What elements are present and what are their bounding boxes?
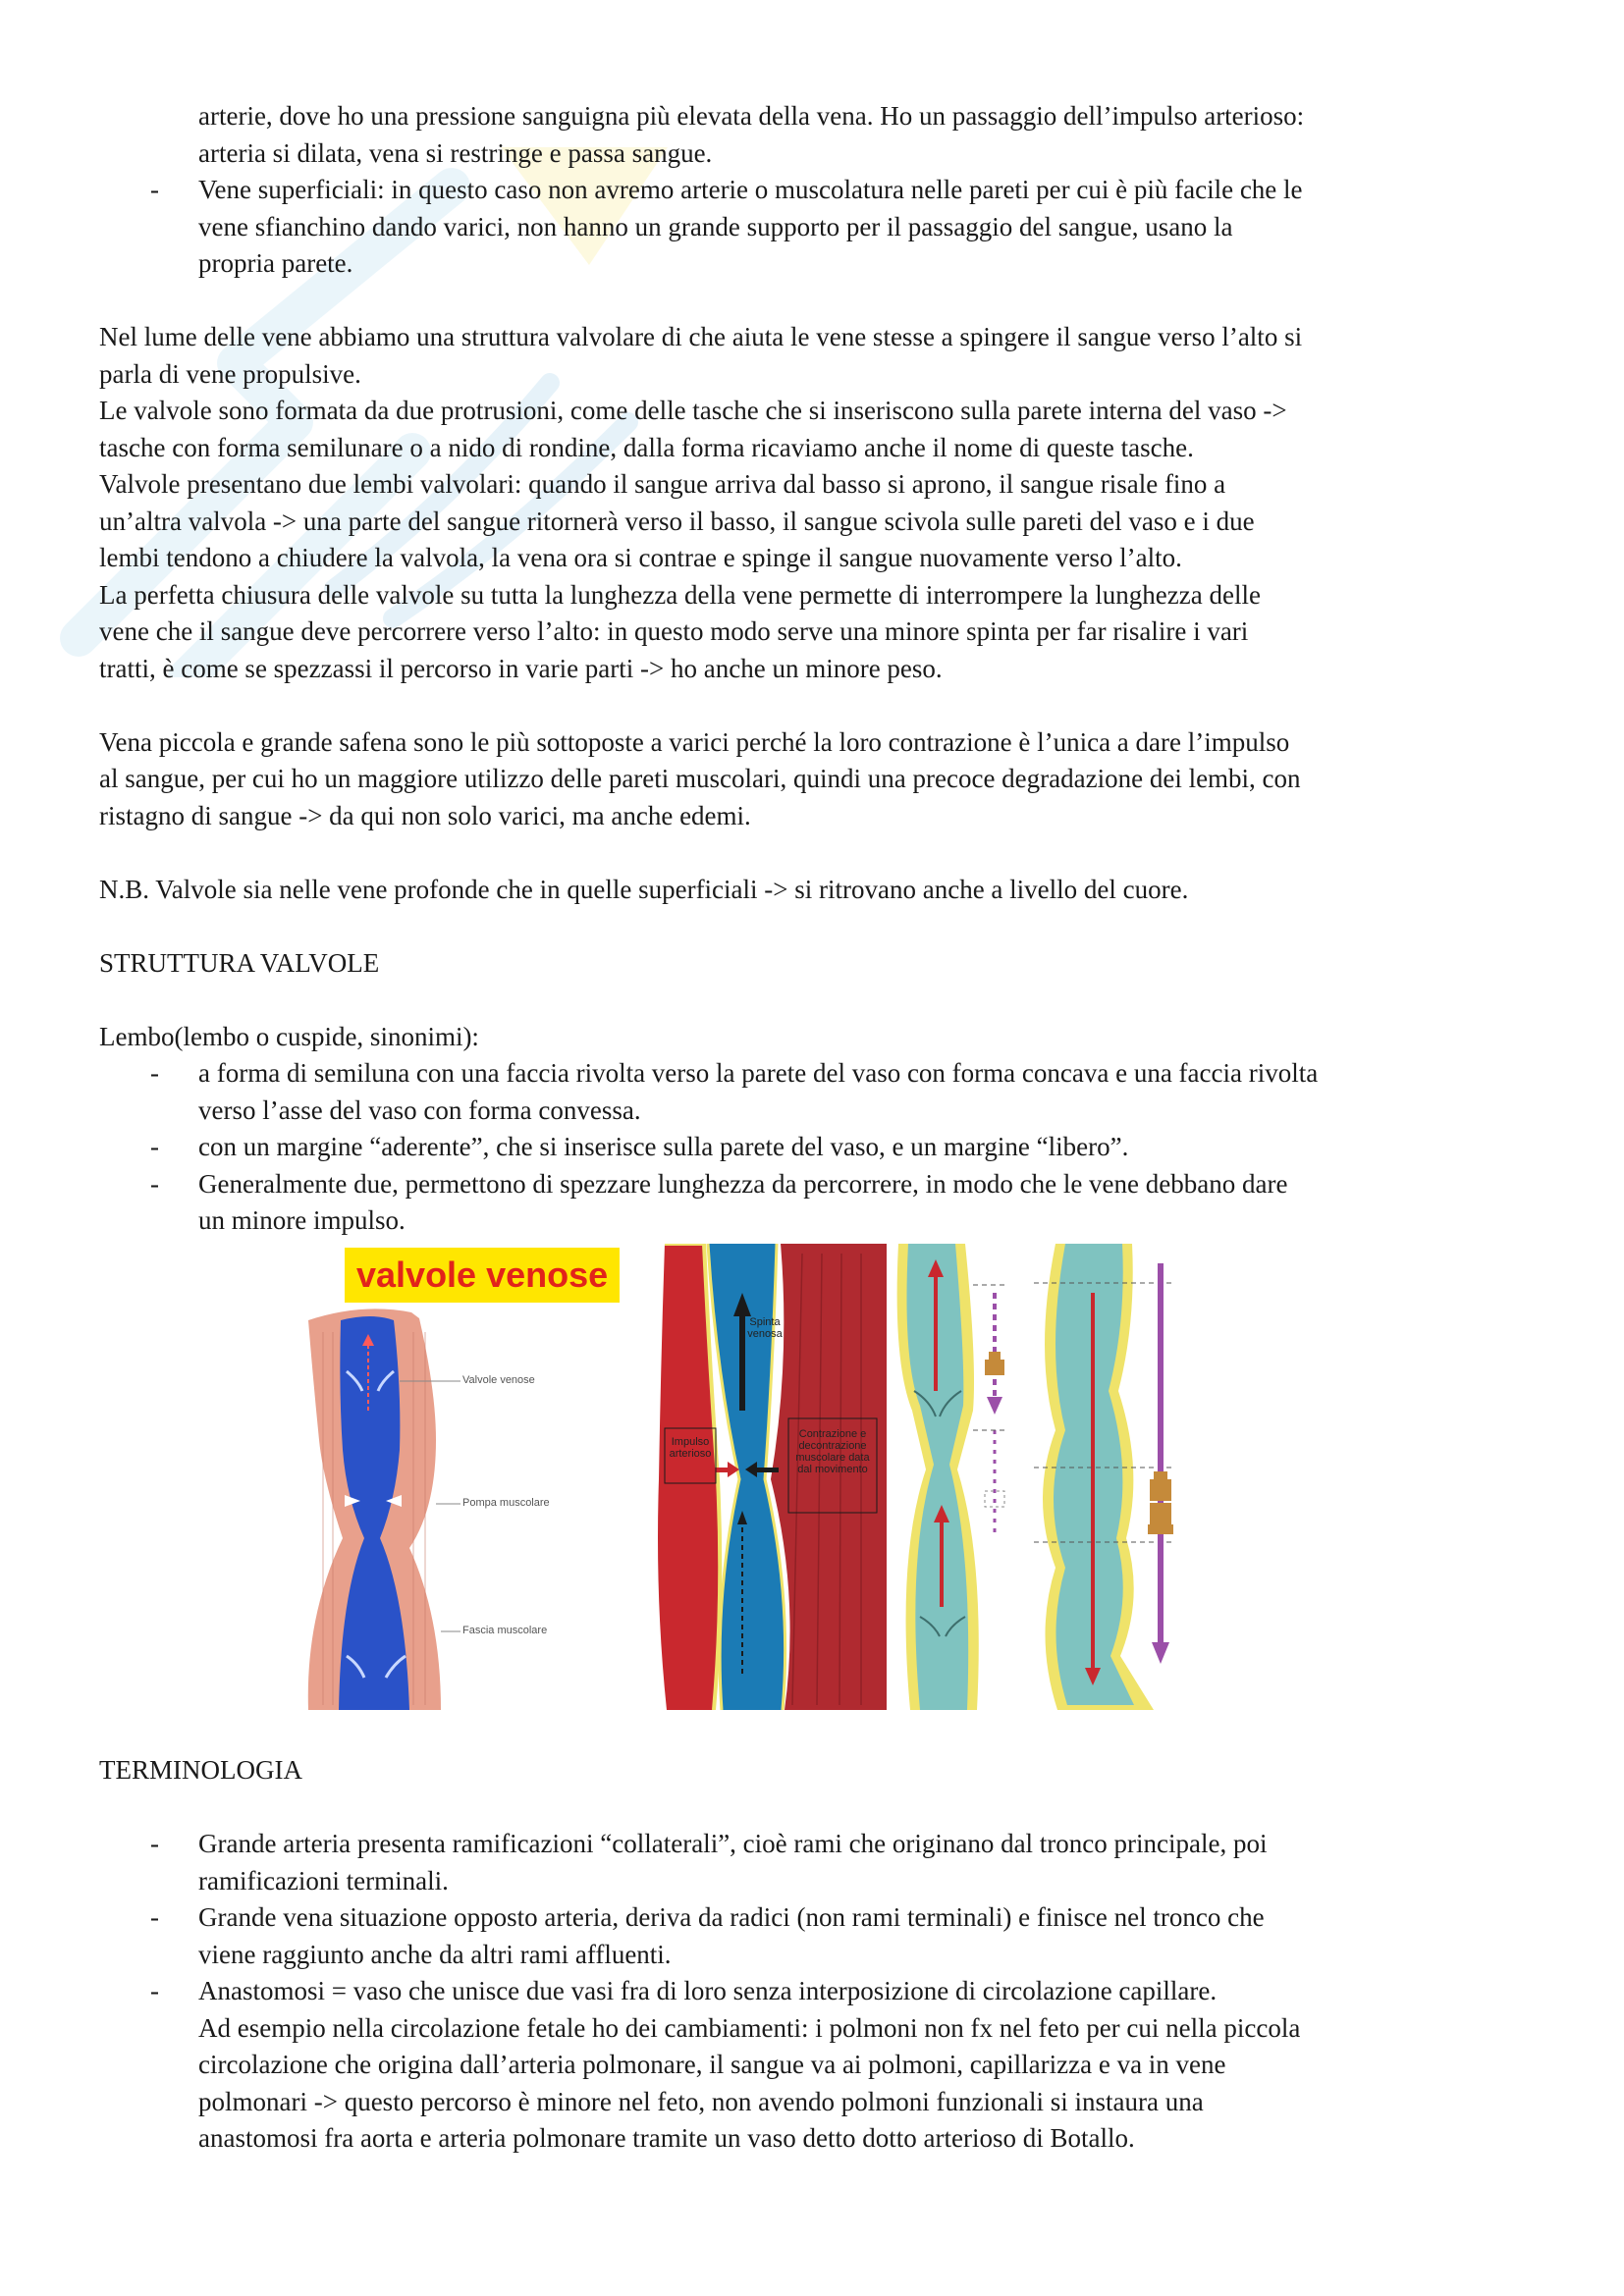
text-line: Vena piccola e grande safena sono le più sottoposte a varici perché la loro contrazione è l’unica a dare l’impulso	[99, 726, 1290, 757]
text-line: tratti, è come se spezzassi il percorso in varie parti -> ho anche un minore peso.	[99, 653, 943, 683]
lembo-intro: Lembo(lembo o cuspide, sinonimi):	[99, 1021, 479, 1051]
list-item	[99, 1899, 1533, 1973]
text-line: parla di vene propulsive.	[99, 358, 361, 389]
text-line: al sangue, per cui ho un maggiore utilizzo delle pareti muscolari, quindi una precoce degradazione dei lembi, con	[99, 764, 1301, 793]
list-item-vene-superficiali	[99, 172, 1533, 283]
list-item	[99, 1129, 1533, 1166]
document-page	[99, 98, 1533, 2158]
label-valvole-venose: Valvole venose	[462, 1373, 535, 1386]
diagram-pompa-muscolare	[645, 1244, 887, 1710]
muscle-pump-diagram	[645, 1244, 887, 1710]
text-line: Grande arteria presenta ramificazioni “collaterali”, cioè rami che originano dal tronco principale, poi	[198, 1829, 1268, 1858]
label-fascia-muscolare: Fascia muscolare	[462, 1624, 548, 1636]
label-spinta-venosa: Spinta venosa	[747, 1315, 783, 1340]
text-line: circolazione che origina dall’arteria polmonare, il sangue va ai polmoni, capillarizza e va in vene	[198, 2050, 1226, 2079]
text-line: Generalmente due, permettono di spezzare lunghezza da percorrere, in modo che le vene debbano dare	[198, 1168, 1288, 1199]
bullet-dash: -	[150, 1168, 159, 1199]
bullet-dash: -	[150, 1976, 159, 2005]
paragraph-lume	[99, 319, 1533, 687]
text-line: vene che il sangue deve percorrere verso l’alto: in questo modo serve una minore spinta per far risalire i vari	[99, 616, 1249, 646]
diagram-colonna-sanguigna	[887, 1244, 1176, 1710]
text-line: un’altra valvola -> una parte del sangue ritornerà verso il basso, il sangue scivola sulle pareti del vaso e i due	[99, 506, 1255, 536]
text-line: vene sfianchino dando varici, non hanno un grande supporto per il passaggio del sangue, usano la	[198, 211, 1233, 241]
text-line: Nel lume delle vene abbiamo una struttura valvolare di che aiuta le vene stesse a spingere il sangue verso l’alto si	[99, 322, 1303, 351]
text-line: ramificazioni terminali.	[198, 1865, 449, 1896]
text-line: Anastomosi = vaso che unisce due vasi fra di loro senza interposizione di circolazione capillare.	[198, 1976, 1218, 2005]
label-contrazione-muscolare: Contrazione e decontrazione muscolare data dal movimento	[795, 1427, 870, 1475]
list-item	[99, 1166, 1533, 1240]
text-line: Grande vena situazione opposto arteria, deriva da radici (non rami terminali) e finisce nel tronco che	[198, 1902, 1265, 1932]
paragraph-safena	[99, 724, 1533, 835]
text-line: lembi tendono a chiudere la valvola, la vena ora si contrae e spinge il sangue nuovamente verso l’alto.	[99, 543, 1182, 572]
list-item	[99, 1055, 1533, 1129]
text-line: Ad esempio nella circolazione fetale ho dei cambiamenti: i polmoni non fx nel feto per cui nella piccola	[198, 2012, 1301, 2043]
text-line: con un margine “aderente”, che si inserisce sulla parete del vaso, e un margine “libero”.	[198, 1132, 1129, 1161]
figure-valvole-venose	[99, 1244, 1533, 1710]
text-line: a forma di semiluna con una faccia rivolta verso la parete del vaso con forma concava e una faccia rivolta	[198, 1058, 1319, 1088]
text-line: Le valvole sono formata da due protrusioni, come delle tasche che si inseriscono sulla parete interna del vaso ->	[99, 396, 1287, 425]
text-line: viene raggiunto anche da altri rami affluenti.	[198, 1939, 672, 1969]
text-line: arteria si dilata, vena si restringe e passa sangue.	[198, 137, 713, 168]
list-item	[99, 1973, 1533, 2158]
list-item	[99, 98, 1533, 172]
bullet-dash: -	[150, 1829, 159, 1858]
bullet-dash: -	[150, 1902, 159, 1932]
text-line: tasche con forma semilunare o a nido di rondine, dalla forma ricaviamo anche il nome di queste tasche.	[99, 432, 1194, 462]
text-line: arterie, dove ho una pressione sanguigna più elevata della vena. Ho un passaggio dell’impulso arterioso:	[198, 101, 1305, 131]
blood-column-diagram	[887, 1244, 1176, 1710]
text-line: ristagno di sangue -> da qui non solo varici, ma anche edemi.	[99, 800, 751, 830]
label-impulso-arterioso: Impulso arterioso	[669, 1435, 712, 1460]
text-line: anastomosi fra aorta e arteria polmonare tramite un vaso detto dotto arterioso di Botallo.	[198, 2123, 1135, 2153]
text-line: Valvole presentano due lembi valvolari: quando il sangue arriva dal basso si aprono, il sangue risale fino a	[99, 469, 1226, 499]
bullet-dash: -	[150, 175, 159, 204]
text-line: propria parete.	[198, 248, 353, 278]
text-line: polmonari -> questo percorso è minore nel feto, non avendo polmoni funzionali si instaura una	[198, 2086, 1204, 2116]
text-line: La perfetta chiusura delle valvole su tutta la lunghezza della vene permette di interrompere la lunghezza delle	[99, 579, 1261, 610]
text-line: un minore impulso.	[198, 1205, 406, 1235]
text-line: verso l’asse del vaso con forma convessa.	[198, 1095, 641, 1125]
bullet-dash: -	[150, 1132, 159, 1161]
bullet-dash: -	[150, 1058, 159, 1088]
heading-terminologia: TERMINOLOGIA	[99, 1755, 302, 1785]
note-nb: N.B. Valvole sia nelle vene profonde che in quelle superficiali -> si ritrovano anche a livello del cuore.	[99, 874, 1189, 904]
text-line: Vene superficiali: in questo caso non avremo arterie o muscolatura nelle pareti per cui è più facile che le	[198, 175, 1303, 204]
label-pompa-muscolare: Pompa muscolare	[462, 1496, 550, 1509]
figure-banner: valvole venose	[345, 1248, 620, 1303]
list-item	[99, 1826, 1533, 1899]
heading-struttura-valvole: STRUTTURA VALVOLE	[99, 947, 380, 978]
